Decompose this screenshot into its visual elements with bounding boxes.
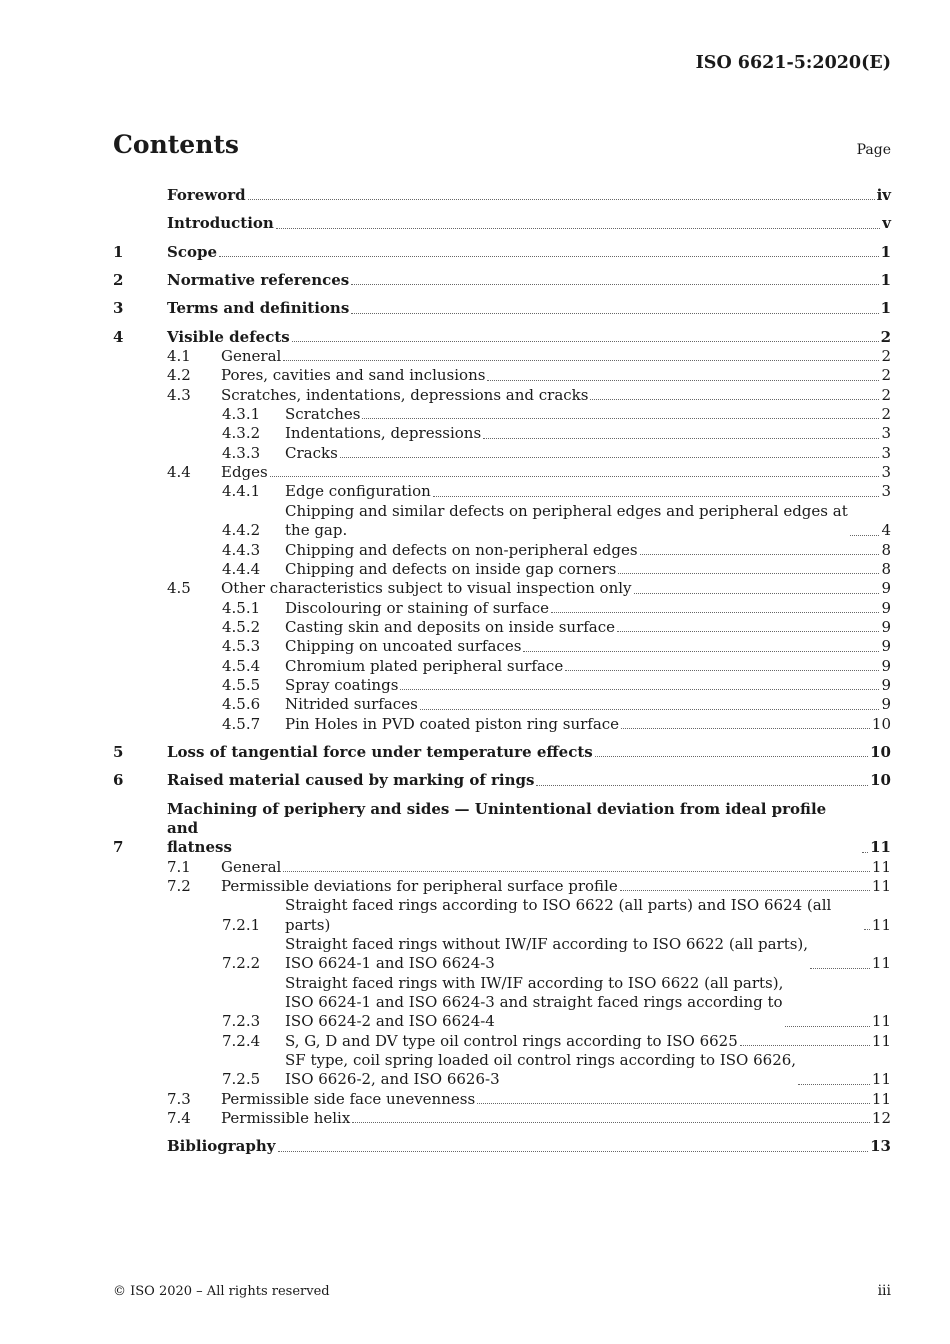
toc-entry-number: 4.4.4 — [222, 559, 261, 578]
dot-leader — [270, 475, 880, 477]
toc-entry-page: 10 — [870, 742, 891, 761]
toc-entry[interactable] — [113, 771, 891, 790]
toc-entry-page: 10 — [871, 714, 891, 733]
toc-entry[interactable] — [113, 1032, 891, 1051]
toc-entry-title: Edges — [221, 463, 268, 482]
toc-entry-title: Terms and definitions — [167, 299, 350, 318]
dot-leader — [420, 708, 880, 710]
dot-leader — [864, 928, 870, 930]
toc-entry-number: 7.2.4 — [222, 1031, 261, 1050]
dot-leader — [351, 312, 878, 314]
toc-entry[interactable] — [113, 877, 891, 896]
dot-leader — [590, 398, 879, 400]
dot-leader — [278, 1150, 869, 1152]
toc-entry[interactable] — [113, 896, 891, 935]
toc-entry[interactable] — [113, 579, 891, 598]
toc-entry-page: 3 — [881, 463, 891, 482]
toc-entry-page: 13 — [870, 1137, 891, 1156]
toc-entry-title: Chipping on uncoated surfaces — [285, 637, 522, 656]
toc-entry-title: Straight faced rings without IW/IF according to ISO 6622 (all parts), ISO 6624-1 and ISO 6624-3 — [285, 935, 809, 973]
toc-entry[interactable] — [113, 974, 891, 1032]
toc-entry-number: 4.3.1 — [222, 405, 261, 424]
toc-entry-page: 2 — [881, 347, 891, 366]
toc-entry-title: Straight faced rings with IW/IF according to ISO 6622 (all parts), ISO 6624-1 and ISO 6624-3 and straight faced rings according to ISO 6624-2 and ISO 6624-4 — [285, 973, 784, 1031]
toc-entry[interactable] — [113, 405, 891, 424]
toc-entry-page: 1 — [880, 299, 891, 318]
toc-entry-number: 4.3 — [167, 385, 191, 404]
toc-entry-number: 4.5.5 — [222, 675, 261, 694]
toc-entry-number: 7.4 — [167, 1109, 191, 1128]
toc-entry-page: 9 — [881, 579, 891, 598]
toc-entry[interactable] — [113, 541, 891, 560]
dot-leader — [565, 669, 879, 671]
toc-entry-number: 4.5.2 — [222, 617, 261, 636]
toc-entry[interactable] — [113, 560, 891, 579]
dot-leader — [276, 227, 880, 229]
dot-leader — [618, 572, 879, 574]
toc-entry-page: 11 — [871, 1012, 891, 1031]
toc-entry[interactable] — [113, 743, 891, 762]
toc-entry-title: General — [221, 347, 282, 366]
toc-entry-page: 10 — [870, 771, 891, 790]
toc-entry[interactable] — [113, 858, 891, 877]
dot-leader — [352, 1121, 870, 1123]
dot-leader — [595, 755, 868, 757]
toc-entry-page: 8 — [881, 559, 891, 578]
toc-entry-page: 11 — [871, 1089, 891, 1108]
dot-leader — [400, 688, 879, 690]
toc-entry-page: 2 — [881, 366, 891, 385]
dot-leader — [621, 727, 870, 729]
dot-leader — [283, 870, 870, 872]
toc-entry-number: 3 — [113, 299, 124, 318]
toc-entry-page: 9 — [881, 637, 891, 656]
toc-entry-number: 5 — [113, 742, 124, 761]
dot-leader — [483, 437, 879, 439]
toc-entry[interactable] — [113, 243, 891, 262]
toc-entry-title: Normative references — [167, 271, 350, 290]
toc-entry-page: 11 — [871, 1031, 891, 1050]
dot-leader — [810, 967, 870, 969]
toc-entry[interactable] — [113, 214, 891, 233]
toc-entry-page: 11 — [871, 1070, 891, 1089]
toc-entry-page: 2 — [880, 327, 891, 346]
toc-entry-title: Indentations, depressions — [285, 424, 482, 443]
toc-entry-number: 4.4.2 — [222, 521, 261, 540]
toc-entry-page: v — [882, 214, 891, 233]
toc-entry[interactable] — [113, 328, 891, 347]
toc-entry-page: iv — [876, 186, 891, 204]
toc-entry[interactable] — [113, 502, 891, 541]
toc-entry-page: 3 — [881, 482, 891, 501]
toc-entry-number: 7.2.5 — [222, 1070, 261, 1089]
toc-entry[interactable] — [113, 386, 891, 405]
dot-leader — [487, 379, 879, 381]
dot-leader — [862, 851, 868, 853]
toc-entry[interactable] — [113, 1051, 891, 1090]
table-of-contents — [113, 186, 891, 1157]
toc-entry-title: Spray coatings — [285, 675, 399, 694]
toc-entry-page: 11 — [871, 954, 891, 973]
toc-entry-page: 1 — [880, 271, 891, 290]
toc-entry-number: 7.2.3 — [222, 1012, 261, 1031]
toc-entry-number: 4.5.3 — [222, 637, 261, 656]
dot-leader — [292, 340, 879, 342]
toc-entry-title: Machining of periphery and sides — Unintentional deviation from ideal profile and flatness — [167, 799, 827, 857]
toc-entry[interactable] — [113, 482, 891, 501]
dot-leader — [523, 650, 879, 652]
toc-entry-number: 4.5 — [167, 579, 191, 598]
toc-entry[interactable] — [113, 599, 891, 618]
toc-entry-number: 7.2.1 — [222, 915, 261, 934]
toc-entry-number: 4.4.1 — [222, 482, 261, 501]
toc-entry-number: 6 — [113, 771, 124, 790]
toc-entry-title: Scratches, indentations, depressions and cracks — [221, 385, 589, 404]
toc-entry[interactable] — [113, 1090, 891, 1109]
toc-entry[interactable] — [113, 715, 891, 734]
toc-entry[interactable] — [113, 271, 891, 290]
toc-entry-number: 2 — [113, 271, 124, 290]
toc-entry-title: Chipping and defects on inside gap corners — [285, 559, 617, 578]
toc-entry-page: 4 — [881, 521, 891, 540]
toc-entry[interactable] — [113, 935, 891, 974]
toc-entry-number: 4.3.2 — [222, 424, 261, 443]
toc-entry-title: Permissible helix — [221, 1109, 351, 1128]
dot-leader — [362, 417, 879, 419]
toc-entry-title: Casting skin and deposits on inside surface — [285, 617, 616, 636]
toc-entry[interactable] — [113, 618, 891, 637]
dot-leader — [640, 553, 880, 555]
toc-entry-number: 7 — [113, 838, 124, 857]
toc-entry-title: Chipping and defects on non-peripheral edges — [285, 540, 638, 559]
toc-entry-number: 4.5.7 — [222, 714, 261, 733]
toc-entry-page: 11 — [871, 857, 891, 876]
toc-entry-title: Other characteristics subject to visual inspection only — [221, 579, 632, 598]
dot-leader — [798, 1083, 870, 1085]
toc-entry-number: 4.5.4 — [222, 656, 261, 675]
dot-leader — [850, 534, 880, 536]
toc-entry-number: 4.4.3 — [222, 540, 261, 559]
toc-entry-page: 2 — [881, 385, 891, 404]
page-number: iii — [877, 1283, 891, 1299]
toc-entry[interactable] — [113, 1109, 891, 1128]
toc-entry-number: 4.5.6 — [222, 695, 261, 714]
toc-entry[interactable] — [113, 637, 891, 656]
toc-entry[interactable] — [113, 347, 891, 366]
dot-leader — [536, 784, 868, 786]
toc-entry[interactable] — [113, 676, 891, 695]
toc-entry[interactable] — [113, 695, 891, 714]
toc-entry-title: Foreword — [167, 186, 246, 204]
toc-entry-number: 4.1 — [167, 347, 191, 366]
dot-leader — [351, 283, 878, 285]
toc-entry[interactable] — [113, 366, 891, 385]
toc-entry-page: 11 — [871, 877, 891, 895]
toc-entry-title: Loss of tangential force under temperature effects — [167, 742, 593, 761]
page-title: Contents — [113, 130, 240, 159]
toc-entry-number: 7.3 — [167, 1089, 191, 1108]
toc-entry-page: 3 — [881, 424, 891, 443]
toc-entry-number: 7.2 — [167, 877, 191, 895]
toc-entry-title: General — [221, 857, 282, 876]
toc-entry-number: 4.4 — [167, 463, 191, 482]
toc-entry-title: Visible defects — [167, 327, 290, 346]
toc-entry-title: Scratches — [285, 405, 361, 424]
toc-entry-title: Nitrided surfaces — [285, 695, 418, 714]
toc-entry[interactable] — [113, 1137, 891, 1156]
toc-entry-number: 1 — [113, 242, 124, 261]
toc-entry-title: Discolouring or staining of surface — [285, 598, 550, 617]
toc-entry-number: 7.2.2 — [222, 954, 261, 973]
toc-entry-page: 11 — [871, 915, 891, 934]
toc-entry-title: Introduction — [167, 214, 274, 233]
toc-entry-number: 4.5.1 — [222, 598, 261, 617]
toc-entry-title: Permissible side face unevenness — [221, 1089, 476, 1108]
toc-entry-page: 9 — [881, 656, 891, 675]
toc-entry[interactable] — [113, 800, 891, 858]
dot-leader — [248, 198, 875, 200]
toc-entry-page: 12 — [871, 1109, 891, 1128]
toc-entry[interactable] — [113, 299, 891, 318]
toc-entry-number: 4 — [113, 327, 124, 346]
toc-entry-number: 4.3.3 — [222, 443, 261, 462]
page-column-label: Page — [856, 142, 891, 158]
toc-entry[interactable] — [113, 444, 891, 463]
toc-entry-page: 9 — [881, 617, 891, 636]
toc-entry-title: Scope — [167, 242, 218, 261]
toc-entry-title: S, G, D and DV type oil control rings according to ISO 6625 — [285, 1031, 738, 1050]
dot-leader — [551, 611, 879, 613]
document-id: ISO 6621-5:2020(E) — [695, 53, 891, 73]
dot-leader — [340, 456, 880, 458]
toc-entry-page: 9 — [881, 695, 891, 714]
toc-entry-title: Raised material caused by marking of rings — [167, 771, 535, 790]
toc-entry-title: Permissible deviations for peripheral surface profile — [221, 877, 618, 895]
copyright-notice: © ISO 2020 – All rights reserved — [113, 1284, 330, 1299]
toc-entry-title: Chipping and similar defects on peripheral edges and peripheral edges at the gap. — [285, 501, 848, 540]
dot-leader — [477, 1102, 870, 1104]
toc-entry-page: 11 — [870, 838, 891, 857]
toc-entry-title: Pores, cavities and sand inclusions — [221, 366, 486, 385]
dot-leader — [740, 1044, 870, 1046]
toc-entry-title: Straight faced rings according to ISO 6622 (all parts) and ISO 6624 (all parts) — [285, 896, 832, 934]
toc-entry-title: Cracks — [285, 443, 338, 462]
toc-entry-title: Chromium plated peripheral surface — [285, 656, 564, 675]
toc-entry[interactable] — [113, 424, 891, 443]
toc-entry-title: SF type, coil spring loaded oil control rings according to ISO 6626, ISO 6626-2, and ISO 6626-3 — [285, 1051, 797, 1089]
toc-entry-page: 2 — [881, 405, 891, 424]
toc-entry-number: 4.2 — [167, 366, 191, 385]
toc-entry-page: 9 — [881, 598, 891, 617]
dot-leader — [620, 889, 870, 891]
dot-leader — [785, 1025, 870, 1027]
dot-leader — [433, 495, 880, 497]
dot-leader — [617, 630, 879, 632]
toc-entry-title: Edge configuration — [285, 482, 431, 501]
toc-entry-number: 7.1 — [167, 857, 191, 876]
toc-entry-page: 8 — [881, 540, 891, 559]
dot-leader — [283, 359, 879, 361]
toc-entry[interactable] — [113, 657, 891, 676]
dot-leader — [634, 592, 880, 594]
dot-leader — [219, 255, 879, 257]
toc-entry-page: 1 — [880, 242, 891, 261]
toc-entry[interactable] — [113, 186, 891, 205]
toc-entry-title: Pin Holes in PVD coated piston ring surface — [285, 714, 620, 733]
toc-entry-title: Bibliography — [167, 1137, 276, 1156]
toc-entry-page: 3 — [881, 443, 891, 462]
toc-entry[interactable] — [113, 463, 891, 482]
toc-entry-page: 9 — [881, 675, 891, 694]
